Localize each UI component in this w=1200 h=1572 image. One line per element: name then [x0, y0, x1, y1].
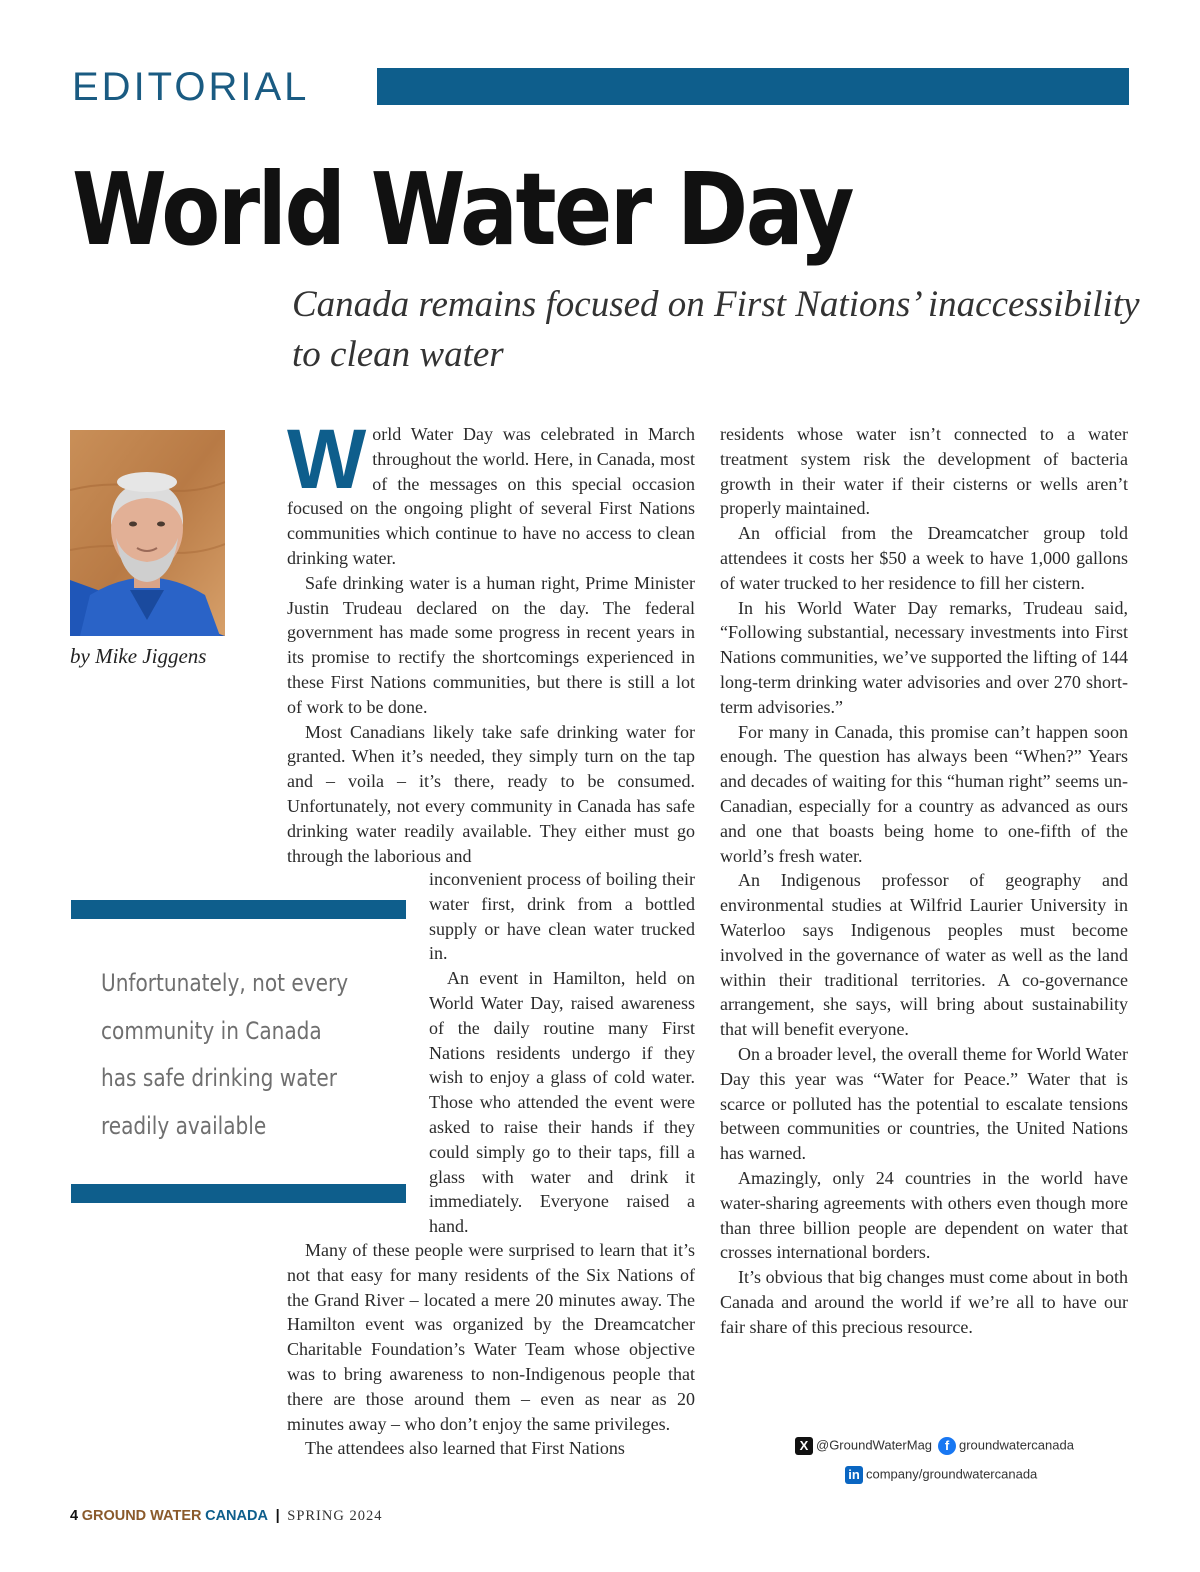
paragraph-6a: The attendees also learned that First Nations: [305, 1438, 625, 1459]
social-x-link[interactable]: [795, 1437, 932, 1455]
x-icon: X: [795, 1437, 813, 1455]
pull-quote-line: readily available: [101, 1111, 267, 1140]
paragraph-1-text: orld Water Day was celebrated in March throughout the world. Here, in Canada, most of the messages on this special occasion focused on the ongoing plight of several First Nations communities which continue to have no access to clean drinking water.: [287, 424, 695, 568]
facebook-handle: groundwatercanada: [959, 1437, 1074, 1453]
paragraph-2: Safe drinking water is a human right, Prime Minister Justin Trudeau declared on the day. The federal government has made some progress in recent years in its promise to rectify the shortcomings experienced in these First Nations communities, but there is still a lot of work to be done.: [287, 572, 695, 717]
pullquote-bottom-bar: [71, 1184, 406, 1203]
pull-quote: [101, 960, 391, 1150]
paragraph-3a: Most Canadians likely take safe drinking water for granted. When it’s needed, they simply turn on the tap and – voila – it’s there, ready to be consumed. Unfortunately, not every community in Canada has safe drinking water readily available. They either must go through the laborious and: [287, 721, 695, 866]
author-photo: [70, 430, 225, 636]
paragraph-7: An official from the Dreamcatcher group told attendees it costs her $50 a week to have 1,000 gallons of water trucked to her residence to fill her cistern.: [720, 523, 1128, 593]
paragraph-13: It’s obvious that big changes must come about in both Canada and around the world if we’re all to have our fair share of this precious resource.: [720, 1267, 1128, 1337]
article-column-1-top: [287, 412, 695, 868]
pull-quote-line: community in Canada: [101, 1016, 322, 1045]
pull-quote-line: Unfortunately, not every: [101, 969, 349, 997]
magazine-name-part2: CANADA: [205, 1508, 268, 1524]
section-bar: [377, 68, 1129, 105]
paragraph-10: An Indigenous professor of geography and environmental studies at Wilfrid Laurier University in Waterloo says Indigenous peoples must become involved in the governance of water as well as the land within their traditional territories. A co-governance arrangement, she says, will bring about sustainability that will benefit everyone.: [720, 870, 1128, 1040]
pullquote-top-bar: [71, 900, 406, 919]
paragraph-12: Amazingly, only 24 countries in the world have water-sharing agreements with others even though more than three billion people are dependent on water that crosses international borders.: [720, 1167, 1128, 1263]
linkedin-handle: company/groundwatercanada: [866, 1466, 1038, 1482]
pull-quote-line: has safe drinking water: [101, 1064, 338, 1092]
paragraph-11: On a broader level, the overall theme for World Water Day this year was “Water for Peace.” Water that is scarce or polluted has the potential to escalate tensions between communities or countries, the United Nations has warned.: [720, 1043, 1128, 1164]
page-title: World Water Day: [72, 151, 853, 268]
issue-label: SPRING 2024: [287, 1508, 383, 1524]
footer-separator: |: [275, 1508, 280, 1524]
paragraph-9: For many in Canada, this promise can’t happen soon enough. The question has always been “When?” Years and decades of waiting for this “human right” seems un-Canadian, especially for a country as advanced as ours and one that boasts being home to one-fifth of the world’s fresh water.: [720, 721, 1128, 866]
paragraph-5: Many of these people were surprised to learn that it’s not that easy for many residents of the Six Nations of the Grand River – located a mere 20 minutes away. The Hamilton event was organized by the Dreamcatcher Charitable Foundation’s Water Team whose objective was to bring awareness to non-Indigenous people that there are those around them – even as near as 20 minutes away – who don’t enjoy the same privileges.: [287, 1240, 695, 1434]
facebook-icon: f: [938, 1437, 956, 1455]
paragraph-6b: residents whose water isn’t connected to a water treatment system risk the development of bacteria growth in their water if their cisterns or wells aren’t properly maintained.: [720, 424, 1128, 519]
paragraph-8: In his World Water Day remarks, Trudeau said, “Following substantial, necessary investments into First Nations communities, we’ve supported the lifting of 144 long-term drinking water advisories and over 270 short-term advisories.”: [720, 597, 1128, 717]
social-facebook-link[interactable]: [938, 1437, 1074, 1455]
author-byline: by Mike Jiggens: [70, 644, 207, 668]
x-handle: @GroundWaterMag: [816, 1437, 933, 1453]
page-footer: [70, 1508, 382, 1525]
magazine-name-part1: GROUND WATER: [81, 1508, 202, 1524]
page-number: 4: [70, 1508, 79, 1524]
paragraph-1: [287, 412, 695, 571]
paragraph-4: An event in Hamilton, held on World Water Day, raised awareness of the daily routine many First Nations residents undergo if they wish to enjoy a glass of cold water. Those who attended the event were asked to raise their hands if they could simply go to their taps, fill a glass with water and drink it immediately. Everyone raised a hand.: [429, 968, 695, 1237]
subtitle-deck: Canada remains focused on First Nations’ inaccessibility to clean water: [292, 284, 1140, 375]
section-label: EDITORIAL: [72, 65, 310, 109]
paragraph-3b: inconvenient process of boiling their water first, drink from a bottled supply or have clean water trucked in.: [429, 869, 695, 964]
article-column-2: [720, 422, 1128, 1339]
drop-cap: W: [287, 412, 367, 506]
social-linkedin-link[interactable]: [845, 1466, 1037, 1484]
article-column-1-narrow: [429, 867, 695, 1239]
linkedin-icon: in: [845, 1466, 863, 1484]
article-column-1-bottom: [287, 1238, 695, 1461]
